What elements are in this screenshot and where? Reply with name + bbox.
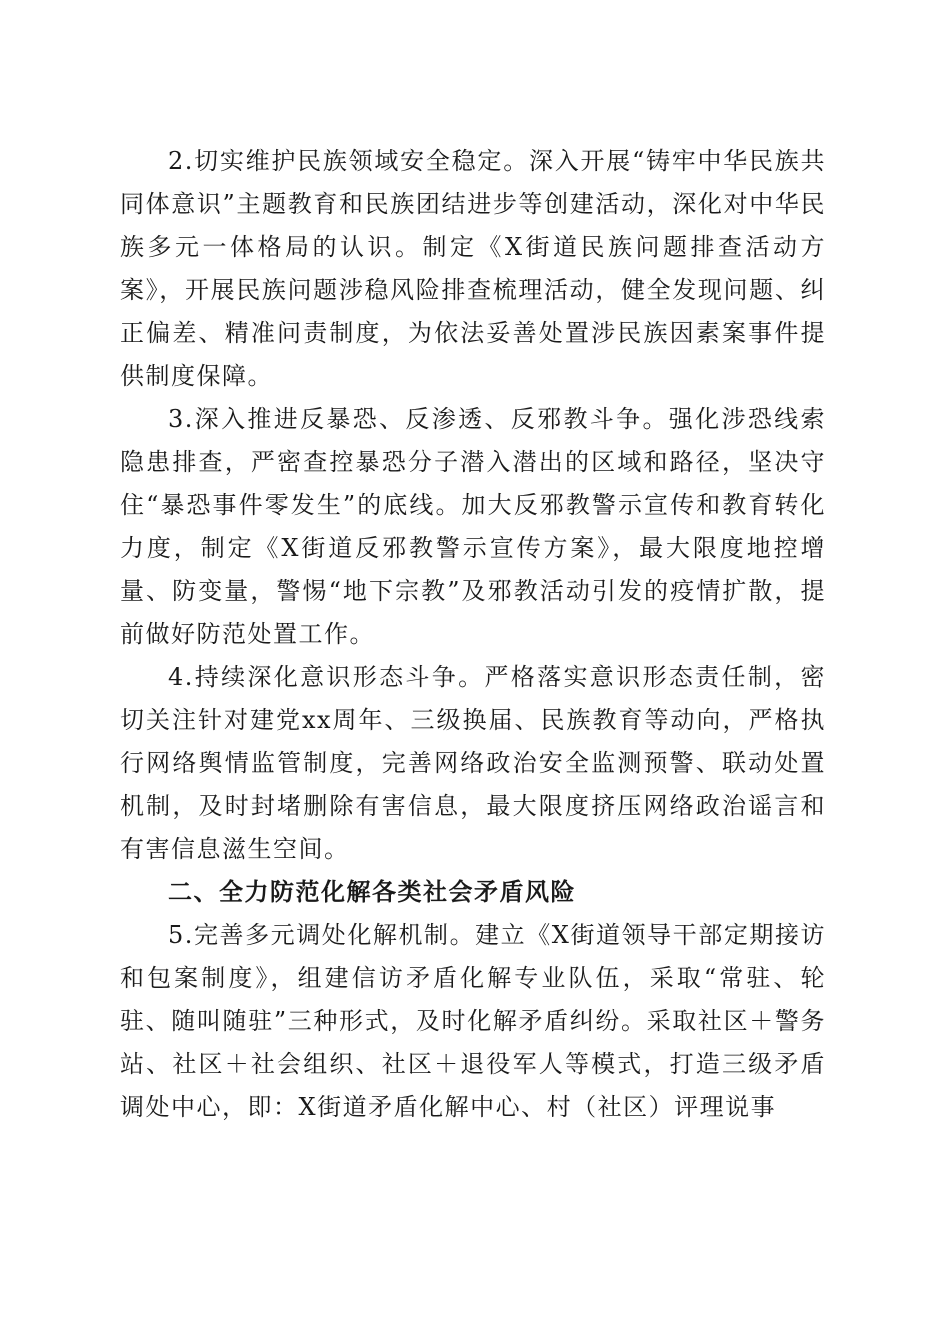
section-heading: 二、全力防范化解各类社会矛盾风险 [168,878,576,906]
paragraph-2: 2.切实维护民族领域安全稳定。深入开展“铸牢中华民族共同体意识”主题教育和民族团结进步等创建活动，深化对中华民族多元一体格局的认识。制定《X街道民族问题排查活动方案》，开展民族问题涉稳风险排查梳理活动，健全发现问题、纠正偏差、精准问责制度，为依法妥善处置涉民族因素案事件提供制度保障。 [120,147,826,390]
paragraph-4: 4.持续深化意识形态斗争。严格落实意识形态责任制，密切关注针对建党xx周年、三级换届、民族教育等动向，严格执行网络舆情监管制度，完善网络政治安全监测预警、联动处置机制，及时封堵删除有害信息，最大限度挤压网络政治谣言和有害信息滋生空间。 [120,663,826,863]
paragraph-3: 3.深入推进反暴恐、反渗透、反邪教斗争。强化涉恐线索隐患排查，严密查控暴恐分子潜入潜出的区域和路径，坚决守住“暴恐事件零发生”的底线。加大反邪教警示宣传和教育转化力度，制定《X街道反邪教警示宣传方案》，最大限度地控增量、防变量，警惕“地下宗教”及邪教活动引发的疫情扩散，提前做好防范处置工作。 [120,405,826,648]
document-body [120,140,826,1129]
paragraph-5: 5.完善多元调处化解机制。建立《X街道领导干部定期接访和包案制度》，组建信访矛盾化解专业队伍，采取“常驻、轮驻、随叫随驻”三种形式，及时化解矛盾纠纷。采取社区＋警务站、社区＋社会组织、社区＋退役军人等模式，打造三级矛盾调处中心，即：X街道矛盾化解中心、村（社区）评理说事 [120,921,826,1121]
